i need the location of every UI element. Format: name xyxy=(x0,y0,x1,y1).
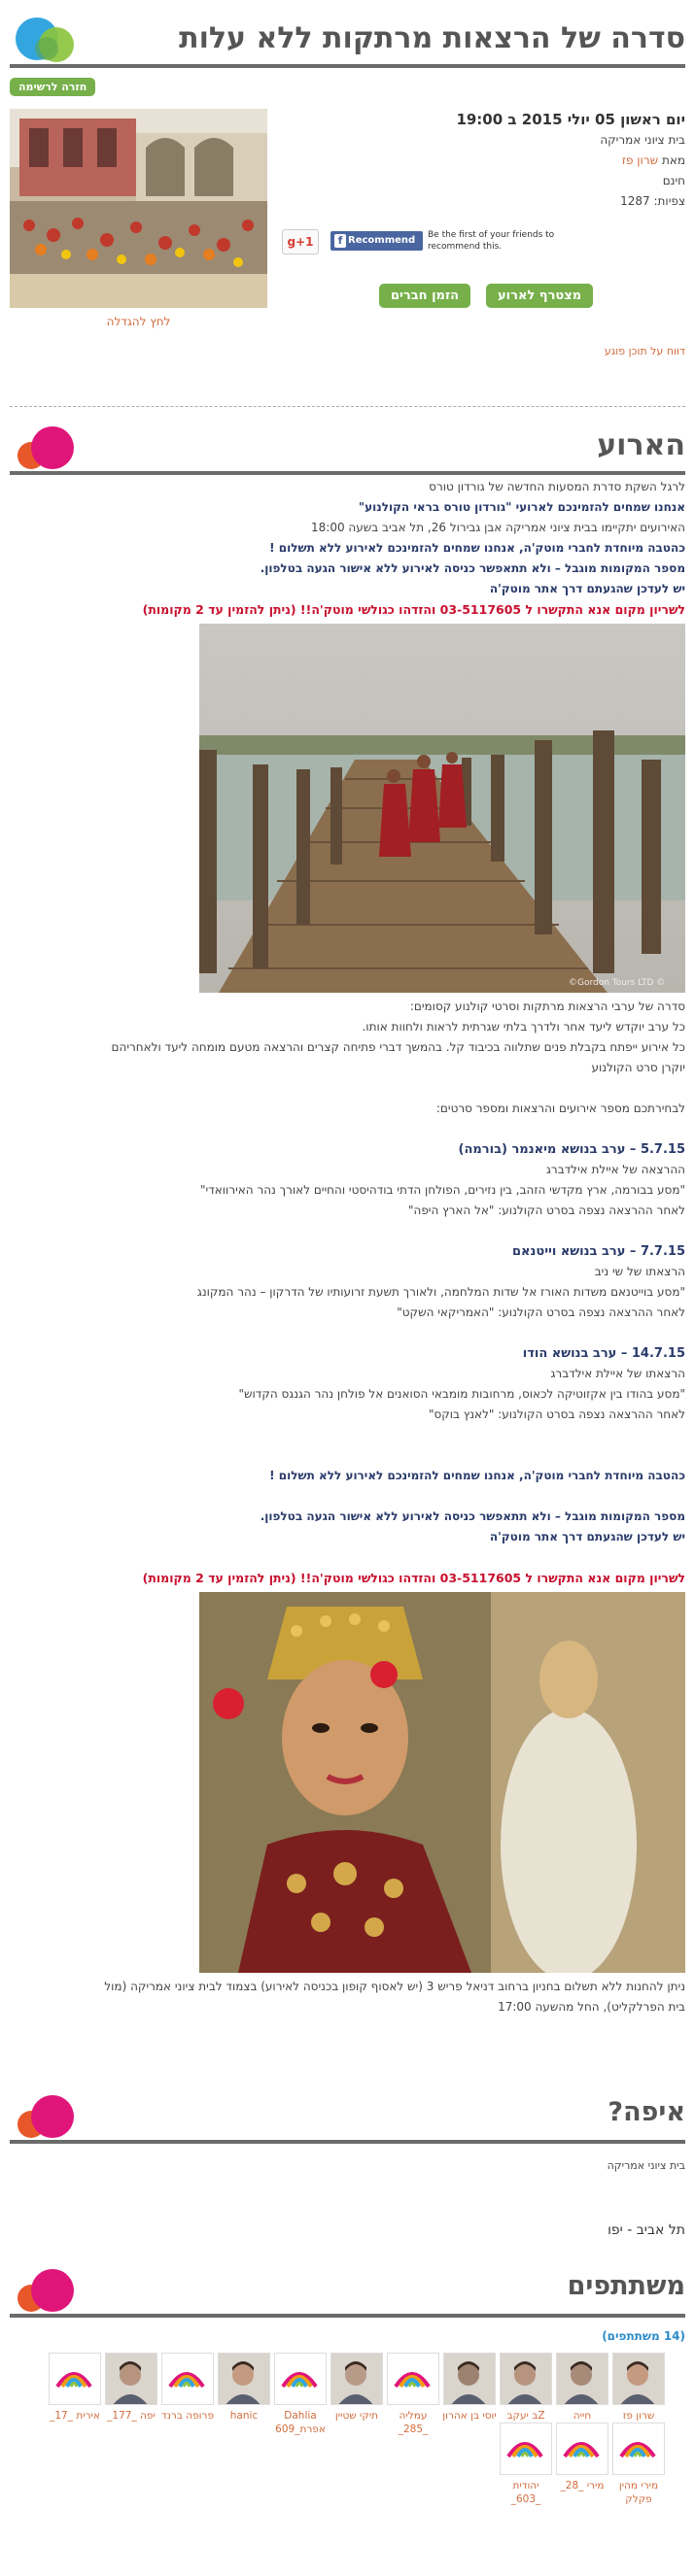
views-label: צפיות: xyxy=(653,194,685,208)
participant-name[interactable]: פרופה ברנד xyxy=(160,2410,215,2422)
organizer-link[interactable]: שרון פז xyxy=(621,153,659,167)
avatar[interactable] xyxy=(330,2353,383,2405)
default-avatar-icon[interactable] xyxy=(161,2353,214,2405)
default-avatar-icon[interactable] xyxy=(556,2423,608,2475)
participant-name[interactable]: יהודית _603_ xyxy=(510,2480,541,2505)
content-line: כהטבה מיוחדת לחברי מוטק'ה, אנחנו שמחים להזמינכם לאירוע ללא תשלום ! xyxy=(269,541,685,555)
content-line: הרצאתו של איילת אילדברג xyxy=(550,1367,685,1380)
event-details xyxy=(287,109,685,212)
content-line: לבחירתכם מספר אירועים והרצאות ומספר סרטים: xyxy=(435,1102,685,1115)
content-line: לשריון מקום אנא התקשרו ל 03-5117605 והזדהו כגולשי מוטק'ה!! (ניתן להזמין עד 2 מקומות) xyxy=(142,1571,685,1585)
spacer xyxy=(10,1486,685,1507)
about-underline xyxy=(10,471,685,475)
event-title-header xyxy=(10,10,685,70)
participant-name[interactable]: מירי מהין פקלק xyxy=(618,2480,659,2505)
participant[interactable] xyxy=(442,2353,497,2423)
about-title: הארוע xyxy=(597,428,685,462)
where-title: איפה? xyxy=(608,2097,685,2127)
avatar[interactable] xyxy=(105,2353,157,2405)
about-header xyxy=(10,417,685,477)
participant[interactable] xyxy=(555,2423,609,2492)
social-buttons xyxy=(282,223,583,256)
event-venue: בית ציוני אמריקה xyxy=(600,133,685,147)
section-divider xyxy=(10,406,685,407)
default-avatar-icon[interactable] xyxy=(49,2353,101,2405)
participants-count: (14 משתתפים) xyxy=(602,2329,685,2343)
report-content-link[interactable]: דווח על תוכן פוגע xyxy=(604,345,685,357)
avatar[interactable] xyxy=(612,2353,665,2405)
participant[interactable] xyxy=(104,2353,158,2423)
content-line: לאחר ההרצאה נצפה בסרט הקולנוע: "האמריקאי השקט" xyxy=(397,1305,685,1319)
participant[interactable] xyxy=(611,2423,666,2506)
participant[interactable] xyxy=(499,2353,553,2423)
participant-name[interactable]: מירי _28_ xyxy=(560,2480,605,2491)
content-line: האירועים יתקיימו בבית ציוני אמריקה אבן גבירול 26, תל אביב בשעה 18:00 xyxy=(311,521,685,534)
content-line: יש לעדכן שהגעתם דרך אתר מוטק'ה xyxy=(489,1530,685,1543)
participant-name[interactable]: Zב יעקב xyxy=(506,2410,545,2422)
default-avatar-icon[interactable] xyxy=(612,2423,665,2475)
facebook-recommend-text: Be the first of your friends to recommend this. xyxy=(428,230,555,252)
avatar[interactable] xyxy=(443,2353,496,2405)
about-content xyxy=(10,477,685,2017)
participant-name[interactable]: תיקי שטיין xyxy=(334,2410,379,2422)
about-details xyxy=(10,997,685,1588)
monks-bridge-image xyxy=(199,624,685,993)
content-line: לרגל השקת סדרת המסעות החדשה של גורדון טורס xyxy=(429,480,685,493)
participant-name[interactable]: יפה _177_ xyxy=(107,2410,156,2422)
spacer xyxy=(10,1323,685,1343)
where-venue: בית ציוני אמריקה xyxy=(607,2159,685,2172)
dancer-photo xyxy=(199,1592,685,1973)
content-line: "מסע בבורמה, ארץ מקדשי הזהב, בין נזירים, הפולחן הדתי בודהיסטי והחיים לאורך נהר האירוואדי" xyxy=(200,1183,685,1197)
invite-friends-button[interactable]: הזמן חברים xyxy=(379,284,470,308)
event-photo[interactable] xyxy=(10,109,267,308)
content-line: ההרצאה של איילת אילדברג xyxy=(545,1163,685,1176)
where-header xyxy=(10,2085,685,2146)
spacer xyxy=(10,1425,685,1445)
event-page xyxy=(0,10,695,2576)
content-line: כהטבה מיוחדת לחברי מוטק'ה, אנחנו שמחים להזמינכם לאירוע ללא תשלום ! xyxy=(269,1469,685,1482)
cambodian-dancer-image xyxy=(199,1592,685,1973)
content-line: הרצאתו של שי ניב xyxy=(594,1265,685,1278)
participant[interactable] xyxy=(217,2353,271,2423)
participant[interactable] xyxy=(499,2423,553,2506)
participants-grid xyxy=(24,2353,666,2547)
content-line: סדרה של ערבי הרצאות מרתקות וסרטי קולנוע קסומים: xyxy=(409,1000,685,1013)
monks-bridge-photo xyxy=(199,624,685,993)
brand-circles-icon xyxy=(10,2265,87,2314)
event-summary xyxy=(10,109,685,400)
brand-circles-icon xyxy=(10,423,87,471)
content-line: לאחר ההרצאה נצפה בסרט הקולנוע: "לאנץ בוקס" xyxy=(428,1407,685,1421)
back-to-list-button[interactable]: חזרה לרשימה xyxy=(10,78,95,96)
organizer-prefix: מאת xyxy=(661,153,685,167)
participants-header xyxy=(10,2259,685,2320)
facebook-recommend-label: Recommend xyxy=(348,235,416,246)
participants-underline xyxy=(10,2314,685,2318)
event-title: סדרה של הרצאות מרתקות ללא עלות xyxy=(179,21,685,55)
event-price: חינם xyxy=(662,174,685,187)
participant-name[interactable]: חייה xyxy=(573,2410,592,2422)
enlarge-photo-link[interactable]: לחץ להגדלה xyxy=(106,315,171,328)
views-count: 1287 xyxy=(620,194,650,208)
content-line: יוקרן סרט הקולנוע xyxy=(591,1061,685,1074)
where-city: תל אביב - יפו xyxy=(608,2222,685,2238)
facebook-recommend-button[interactable] xyxy=(330,231,423,251)
default-avatar-icon[interactable] xyxy=(387,2353,439,2405)
participant-name[interactable]: Dahlia אפרת_609 xyxy=(275,2410,326,2435)
participant-name[interactable]: עמליה _285_ xyxy=(398,2410,429,2435)
facebook-icon: f xyxy=(334,234,346,248)
content-line: כל אירוע ייפתח בקבלת פנים שתלווה בכיבוד קל. בהמשך דברי פתיחה קצרים והרצאה מטעם מומחה ליעד ולאחריהם xyxy=(111,1040,685,1054)
content-line: לשריון מקום אנא התקשרו ל 03-5117605 והזדהו כגולשי מוטק'ה!! (ניתן להזמין עד 2 מקומות) xyxy=(142,602,685,617)
default-avatar-icon[interactable] xyxy=(500,2423,552,2475)
spacer xyxy=(10,1547,685,1568)
participant[interactable] xyxy=(611,2353,666,2423)
parking-info xyxy=(10,1977,685,2017)
avatar[interactable] xyxy=(218,2353,270,2405)
participant-name[interactable]: יוסי בן אהרון xyxy=(442,2410,497,2422)
participant[interactable] xyxy=(273,2353,328,2436)
event-organizer xyxy=(287,151,685,171)
spacer xyxy=(10,1445,685,1466)
where-underline xyxy=(10,2140,685,2144)
parking-line: בית הפרלקליט), החל מהשעה 17:00 xyxy=(498,2000,685,2014)
participant[interactable] xyxy=(330,2353,384,2423)
content-line: כל ערב יוקדש ליעד אחר ולדרך בלתי שגרתית לראות ולחוות אותו. xyxy=(362,1020,685,1034)
photo-credit: ©Gordon Tours LTD © xyxy=(569,978,666,988)
event-views xyxy=(287,191,685,212)
content-line: אנחנו שמחים להזמינכם לארועי "גורדון טורס בראי הקולנוע" xyxy=(358,500,685,514)
spacer xyxy=(10,1221,685,1241)
content-line: מספר המקומות מוגבל – ולא תתאפשר כניסה לאירוע ללא אישור הגעה בטלפון. xyxy=(260,1509,685,1523)
about-intro xyxy=(10,477,685,620)
google-plus-button[interactable]: g+1 xyxy=(282,229,319,254)
participant-name[interactable]: אירית _17_ xyxy=(50,2410,100,2422)
default-avatar-icon[interactable] xyxy=(274,2353,327,2405)
crowd-riverbank-image xyxy=(10,109,267,308)
participant[interactable] xyxy=(555,2353,609,2423)
participant[interactable] xyxy=(160,2353,215,2423)
content-line: 5.7.15 – ערב בנושא מיאנמר (בורמה) xyxy=(458,1142,685,1157)
spacer xyxy=(10,1078,685,1099)
content-line: "מסע בוייטנאם משדות האורז אל שדות המלחמה, ולאורך תשעת זרועותיו של הדרקון – נהר המקונג xyxy=(196,1285,685,1299)
content-line: מספר המקומות מוגבל – ולא תתאפשר כניסה לאירוע ללא אישור הגעה בטלפון. xyxy=(260,561,685,575)
content-line: יש לעדכן שהגעתם דרך אתר מוטק'ה xyxy=(489,582,685,595)
avatar[interactable] xyxy=(556,2353,608,2405)
content-line: לאחר ההרצאה נצפה בסרט הקולנוע: "אל הארץ היפה" xyxy=(407,1203,685,1217)
content-line: 7.7.15 – ערב בנושא וייטנאם xyxy=(511,1244,685,1259)
brand-circles-icon xyxy=(10,2091,87,2140)
content-line: "מסע בהודו בין אקזוטיקה לכאוס, מרחובות מומבאי הסואנים אל פולחן נהר הגנגס הקדוש" xyxy=(238,1387,685,1401)
participant[interactable] xyxy=(48,2353,102,2423)
spacer xyxy=(10,1119,685,1139)
avatar[interactable] xyxy=(500,2353,552,2405)
participants-title: משתתפים xyxy=(567,2271,685,2301)
participant-name[interactable]: hanic xyxy=(229,2410,259,2422)
join-event-button[interactable]: מצטרף לארוע xyxy=(486,284,593,308)
participant-name[interactable]: שרון פז xyxy=(622,2410,655,2422)
participant[interactable] xyxy=(386,2353,440,2436)
brand-circles-icon xyxy=(10,16,87,64)
content-line: 14.7.15 – ערב בנושא הודו xyxy=(522,1346,685,1361)
title-underline xyxy=(10,64,685,68)
parking-line: ניתן להחנות ללא תשלום בחניון ברחוב דניאל פריש 3 (יש לאסוף קופון בכניסה לאירוע) בצמוד לבית ציוני אמריקה (מול xyxy=(104,1980,685,1993)
event-date: יום ראשון 05 יולי 2015 ב 19:00 xyxy=(456,111,685,128)
